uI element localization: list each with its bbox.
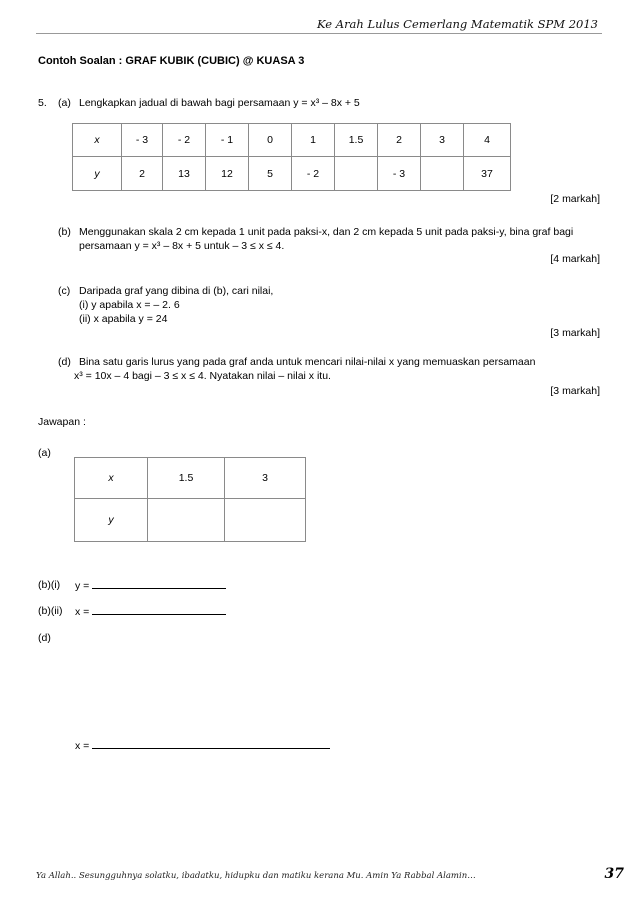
answer-bi-text: y = [75, 580, 90, 592]
answer-d-row [75, 738, 330, 753]
part-c-line2: (i) y apabila x = – 2. 6 [79, 299, 180, 311]
question-table-x-cell: 3 [421, 124, 464, 157]
answer-bi-blank[interactable] [92, 578, 226, 589]
footer-text: Ya Allah.. Sesungguhnya solatku, ibadatku, hidupku dan matiku kerana Mu. Amin Ya Rabbal Alamin… [36, 871, 476, 881]
answer-table-x-row [75, 458, 306, 499]
question-table-y-cell: 37 [464, 157, 511, 191]
answer-table-y-cell[interactable] [148, 499, 225, 542]
part-c-marks: [3 markah] [550, 327, 600, 339]
question-table-y-cell: 5 [249, 157, 292, 191]
question-table-x-cell: 2 [378, 124, 421, 157]
part-d-line2: x³ = 10x – 4 bagi – 3 ≤ x ≤ 4. Nyatakan nilai – nilai x itu. [74, 370, 331, 382]
answer-d-label: (d) [38, 632, 51, 644]
question-table [72, 123, 511, 191]
question-table-x-cell: 1.5 [335, 124, 378, 157]
question-table-y-cell: - 3 [378, 157, 421, 191]
page-header-title: Ke Arah Lulus Cemerlang Matematik SPM 2013 [317, 17, 598, 31]
answer-heading: Jawapan : [38, 416, 86, 428]
question-table-x-cell: - 3 [122, 124, 163, 157]
part-d-marks: [3 markah] [550, 385, 600, 397]
answer-d-text: x = [75, 740, 90, 752]
answer-table [74, 457, 306, 542]
question-table-y-cell: 13 [163, 157, 206, 191]
part-b-marks: [4 markah] [550, 253, 600, 265]
part-b-line1: Menggunakan skala 2 cm kepada 1 unit pada paksi-x, dan 2 cm kepada 5 unit pada paksi-y, bina graf bagi [79, 226, 574, 238]
answer-bi-row [75, 578, 226, 593]
part-c-label: (c) [58, 285, 71, 297]
question-table-x-cell: - 2 [163, 124, 206, 157]
part-d-label: (d) [58, 356, 71, 368]
answer-bii-text: x = [75, 606, 90, 618]
question-table-x-cell: 1 [292, 124, 335, 157]
answer-table-y-cell[interactable] [225, 499, 306, 542]
question-table-y-cell: - 2 [292, 157, 335, 191]
answer-bii-row [75, 604, 226, 619]
question-table-x-label: x [73, 124, 122, 157]
question-table-y-row [73, 157, 511, 191]
question-table-y-cell [335, 157, 378, 191]
answer-table-x-cell: 1.5 [148, 458, 225, 499]
question-table-x-row [73, 124, 511, 157]
question-number: 5. [38, 97, 47, 109]
answer-table-y-label: y [75, 499, 148, 542]
part-a-text: Lengkapkan jadual di bawah bagi persamaan y = x³ – 8x + 5 [79, 97, 360, 109]
question-table-y-cell [421, 157, 464, 191]
part-a-label: (a) [58, 97, 71, 109]
part-b-line2: persamaan y = x³ – 8x + 5 untuk – 3 ≤ x ≤ 4. [79, 240, 285, 252]
question-table-y-cell: 12 [206, 157, 249, 191]
answer-table-y-row [75, 499, 306, 542]
answer-bii-blank[interactable] [92, 604, 226, 615]
question-table-y-label: y [73, 157, 122, 191]
part-c-line1: Daripada graf yang dibina di (b), cari nilai, [79, 285, 274, 297]
part-c-line3: (ii) x apabila y = 24 [79, 313, 168, 325]
part-a-marks: [2 markah] [550, 193, 600, 205]
part-d-line1: Bina satu garis lurus yang pada graf anda untuk mencari nilai-nilai x yang memuaskan persamaan [79, 356, 536, 368]
answer-bii-label: (b)(ii) [38, 605, 63, 617]
answer-table-x-label: x [75, 458, 148, 499]
answer-a-label: (a) [38, 447, 51, 459]
answer-d-blank[interactable] [92, 738, 330, 749]
section-title: Contoh Soalan : GRAF KUBIK (CUBIC) @ KUASA 3 [38, 55, 305, 67]
question-table-x-cell: - 1 [206, 124, 249, 157]
answer-bi-label: (b)(i) [38, 579, 61, 591]
part-b-label: (b) [58, 226, 71, 238]
question-table-y-cell: 2 [122, 157, 163, 191]
answer-table-x-cell: 3 [225, 458, 306, 499]
header-divider [36, 33, 602, 34]
question-table-x-cell: 0 [249, 124, 292, 157]
question-table-x-cell: 4 [464, 124, 511, 157]
page-number: 37 [604, 866, 624, 882]
